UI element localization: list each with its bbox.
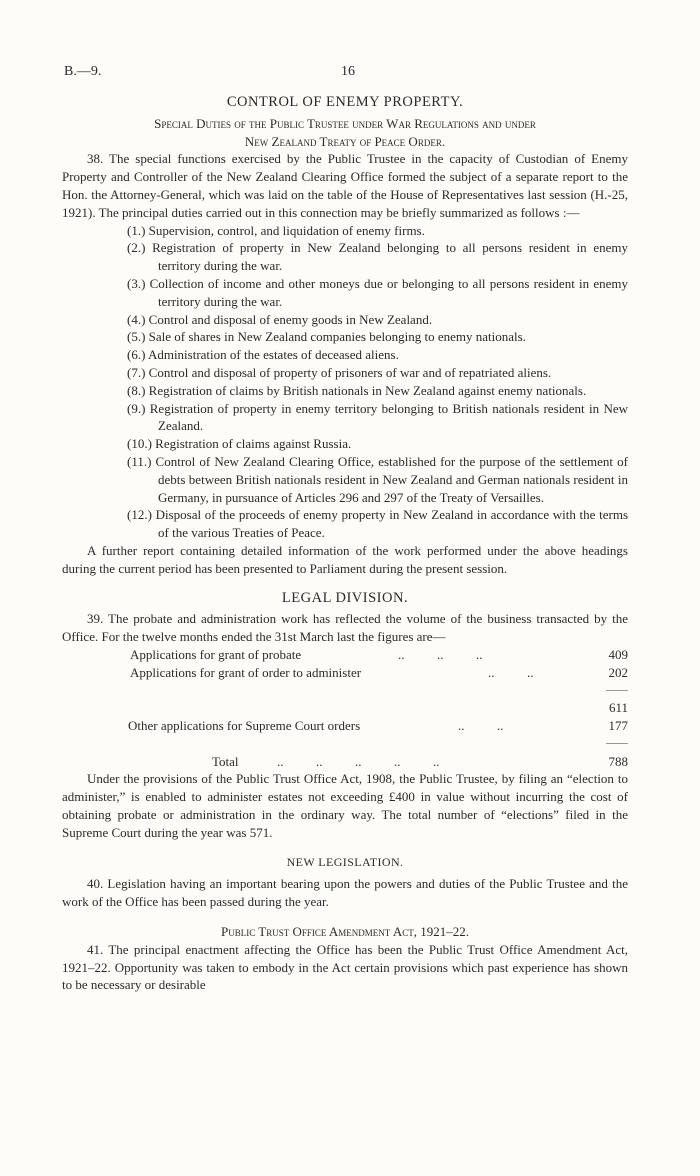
- duty-item: (1.) Supervision, control, and liquidation of enemy firms.: [127, 222, 425, 238]
- paper-reference: B.—9.: [64, 64, 102, 79]
- figures-row-total: Total .. .. .. .. .. 788: [212, 753, 628, 769]
- paragraph-provisions: Under the provisions of the Public Trust Office Act, 1908, the Public Trustee, by filing an “election to administer,” is enabled to administer estates not exceeding £400 in value without incurring the cost of obtaining probate or administration in the ordinary way. The total number of “elections” filed in the Supreme Court during the year was 571.: [62, 771, 628, 840]
- paragraph-38: 38. The special functions exercised by the Public Trustee in the capacity of Custodian of Enemy Property and Controller of the New Zealand Clearing Office formed the subject of a separate report to the Hon. the Attorney-General, which was laid on the table of the House of Representatives last session (H.-25, 1921). The principal duties carried out in this connection may be briefly summarized as follows :—: [62, 151, 628, 220]
- figures-row-other: Other applications for Supreme Court orders .. .. 177: [128, 718, 628, 734]
- duty-item: (7.) Control and disposal of property of prisoners of war and of repatriated aliens.: [127, 364, 552, 380]
- duty-item: (2.) Registration of property in New Zealand belonging to all persons resident in enemy territory during the war.: [127, 240, 628, 274]
- figures-value: 202: [608, 664, 628, 680]
- duty-item: (9.) Registration of property in enemy territory belonging to British nationals resident in New Zealand.: [127, 400, 628, 434]
- figures-row-administer: Applications for grant of order to administer .. .. 202: [130, 664, 628, 680]
- figures-label: Applications for grant of order to administer: [130, 664, 362, 680]
- figures-label: Applications for grant of probate: [130, 646, 302, 662]
- duty-item: (5.) Sale of shares in New Zealand companies belonging to enemy nationals.: [127, 329, 526, 345]
- figures-value: 177: [608, 718, 628, 734]
- section-title-new-legislation: NEW LEGISLATION.: [286, 854, 404, 869]
- page-number: 16: [341, 64, 355, 79]
- section-title-enemy-property: CONTROL OF ENEMY PROPERTY.: [226, 94, 464, 110]
- duty-item: (4.) Control and disposal of enemy goods in New Zealand.: [127, 311, 433, 327]
- figures-label: Other applications for Supreme Court orders: [128, 718, 361, 734]
- duty-item: (8.) Registration of claims by British nationals in New Zealand against enemy nationals.: [127, 382, 587, 398]
- subtitle-line-2: New Zealand Treaty of Peace Order.: [244, 133, 446, 149]
- figures-rule: [62, 735, 628, 753]
- duty-item: (12.) Disposal of the proceeds of enemy property in New Zealand in accordance with the terms of the various Treaties of Peace.: [127, 507, 628, 541]
- figures-value: 788: [608, 753, 628, 769]
- section-title-legal-division: LEGAL DIVISION.: [281, 589, 409, 606]
- figures-label: Total: [212, 753, 239, 769]
- figures-rule: [62, 682, 628, 700]
- paragraph-further-report: A further report containing detailed information of the work performed under the above headings during the current period has been presented to Parliament during the present session.: [62, 542, 628, 576]
- figures-table: [62, 646, 628, 771]
- document-body: [62, 94, 628, 994]
- duty-item: (3.) Collection of income and other moneys due or belonging to all persons resident in enemy territory during the war.: [127, 275, 628, 309]
- duty-item: (10.) Registration of claims against Russia.: [127, 436, 352, 452]
- paragraph-39: 39. The probate and administration work has reflected the volume of the business transacted by the Office. For the twelve months ended the 31st March last the figures are—: [62, 611, 628, 645]
- duty-item: (11.) Control of New Zealand Clearing Office, established for the purpose of the settlement of debts between British nationals resident in New Zealand and German nationals resident in Germany, in pursuance of Articles 296 and 297 of the Treaty of Versailles.: [127, 453, 628, 505]
- subtitle-amendment-act: Public Trust Office Amendment Act, 1921–22.: [221, 924, 469, 940]
- paragraph-40: 40. Legislation having an important bearing upon the powers and duties of the Public Trustee and the work of the Office has been passed during the year.: [62, 876, 628, 910]
- figures-value: 611: [608, 700, 628, 716]
- figures-row-subtotal: [62, 699, 628, 717]
- duty-item: (6.) Administration of the estates of deceased aliens.: [127, 347, 399, 363]
- duties-list: [62, 222, 628, 542]
- paragraph-41: 41. The principal enactment affecting the Office has been the Public Trust Office Amendment Act, 1921–22. Opportunity was taken to embody in the Act certain provisions which past experience has shown to be necessary or desirable: [62, 941, 628, 993]
- figures-value: 409: [608, 646, 628, 662]
- subtitle-line-1: Special Duties of the Public Trustee under War Regulations and under: [154, 115, 536, 131]
- figures-row-probate: Applications for grant of probate .. .. .. 409: [130, 646, 628, 662]
